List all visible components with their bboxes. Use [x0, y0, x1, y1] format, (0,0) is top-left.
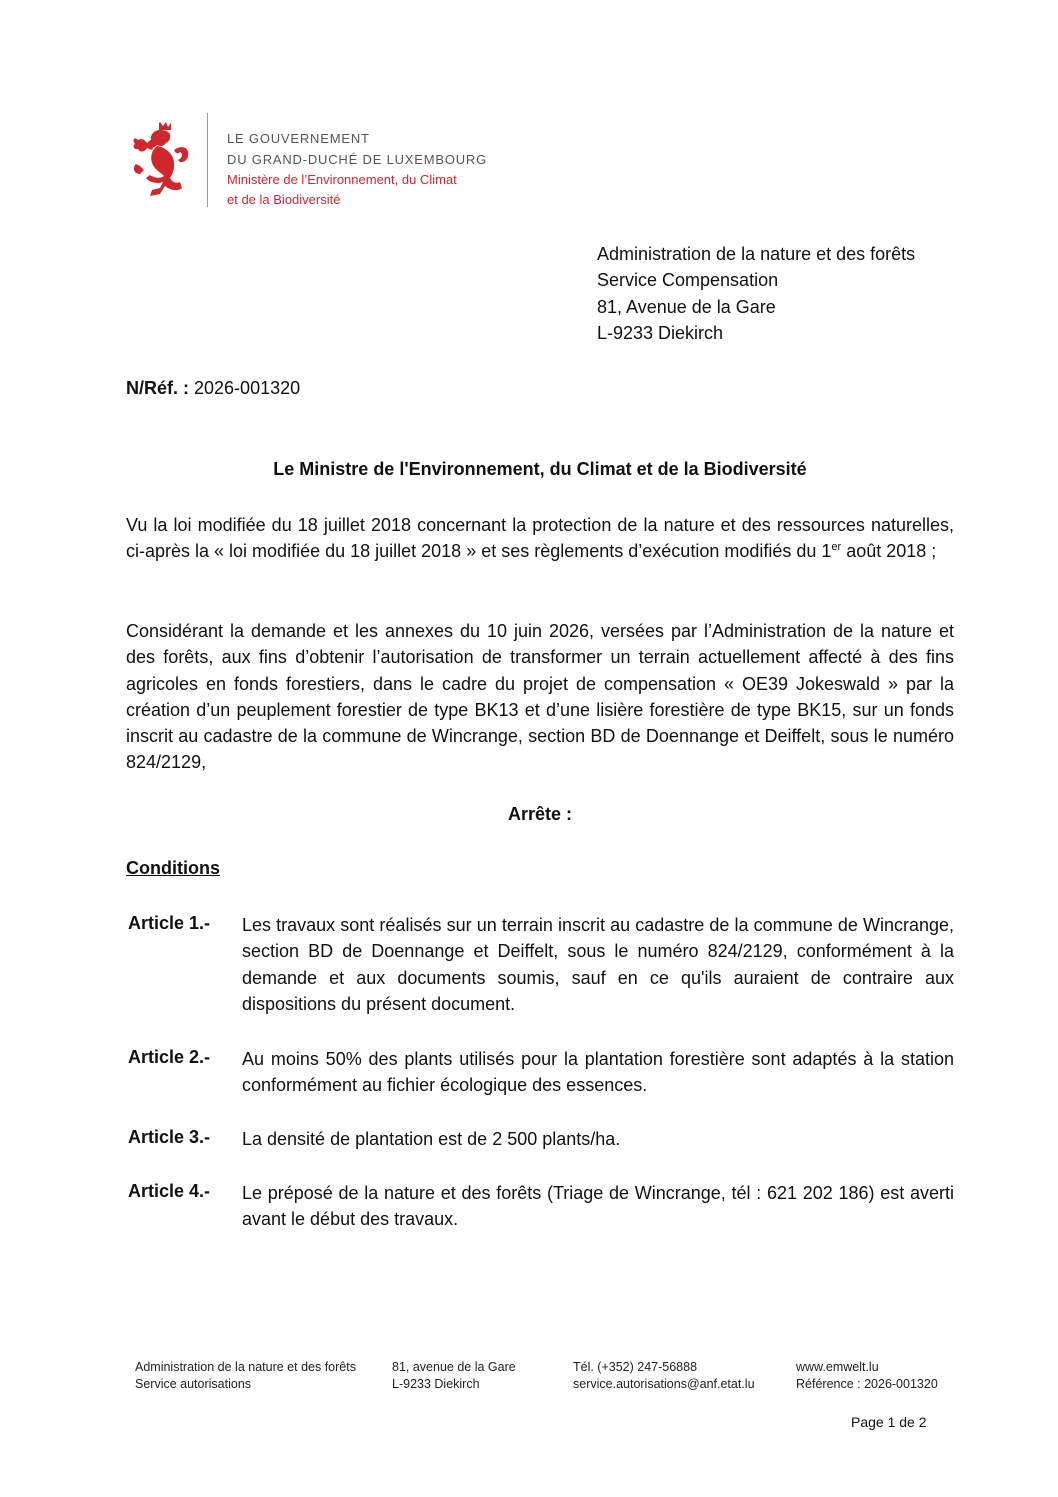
article-3-text: La densité de plantation est de 2 500 plants/ha.	[242, 1129, 621, 1149]
article-4-label: Article 4.-	[128, 1181, 211, 1201]
footer-address	[392, 1359, 516, 1393]
footer-website-link[interactable]: www.emwelt.lu	[796, 1360, 879, 1374]
article-4-text: Le préposé de la nature et des forêts (Triage de Wincrange, tél : 621 202 186) est averti avant le début des travaux.	[242, 1183, 954, 1230]
footer-admin-line1: Administration de la nature et des forêts	[135, 1360, 356, 1374]
considerant-paragraph: Considérant la demande et les annexes du 10 juin 2026, versées par l’Administration de la nature et des forêts, aux fins d’obtenir l’autorisation de transformer un terrain actuellement affecté à des fins agricoles en fonds forestiers, dans le cadre du projet de compensation « OE39 Jokeswald » par la création d’un peuplement forestier de type BK13 et d’une lisière forestière de type BK15, sur un fonds inscrit au cadastre de la commune de Wincrange, section BD de Doennange et Deiffelt, sous le numéro 824/2129,	[126, 621, 954, 773]
article-3-label: Article 3.-	[128, 1127, 211, 1147]
conditions-heading: Conditions	[126, 858, 220, 878]
ministry-name-line2: et de la Biodiversité	[227, 192, 341, 207]
footer-email[interactable]: service.autorisations@anf.etat.lu	[573, 1377, 755, 1391]
footer-admin-line2: Service autorisations	[135, 1377, 252, 1391]
article-2-label: Article 2.-	[128, 1047, 211, 1067]
reference-value: 2026-001320	[194, 378, 301, 398]
footer-address-line1: 81, avenue de la Gare	[392, 1360, 516, 1374]
recipient-line3: 81, Avenue de la Gare	[597, 297, 776, 317]
footer-admin	[135, 1359, 356, 1393]
page-number: Page 1 de 2	[851, 1414, 927, 1430]
logo-divider	[207, 113, 208, 207]
vu-text-end: août 2018 ;	[841, 541, 937, 562]
reference-label: N/Réf. :	[126, 378, 189, 398]
vu-text: Vu la loi modifiée du 18 juillet 2018 concernant la protection de la nature et des ressources naturelles, ci-après la « loi modifiée du 18 juillet 2018 » et ses règlements d’exécution modifiés du 1	[126, 515, 954, 562]
arrete-heading: Arrête :	[507, 804, 573, 824]
vu-paragraph	[126, 512, 954, 565]
recipient-line4: L-9233 Diekirch	[597, 323, 724, 343]
ministry-name-line1: Ministère de l’Environnement, du Climat	[227, 172, 457, 187]
reference	[126, 378, 300, 399]
government-name-line1: LE GOUVERNEMENT	[227, 131, 370, 146]
document-title: Le Ministre de l'Environnement, du Climat et de la Biodiversité	[273, 459, 807, 479]
government-name-line2: DU GRAND-DUCHÉ DE LUXEMBOURG	[227, 152, 488, 167]
article-1-label: Article 1.-	[128, 913, 211, 933]
article-1-text: Les travaux sont réalisés sur un terrain inscrit au cadastre de la commune de Wincrange, section BD de Doennange et Deiffelt, sous le numéro 824/2129, conformément à la demande et aux documents soumis, sauf en ce qu'ils auraient de contraire aux dispositions du présent document.	[242, 915, 954, 1014]
footer-address-line2: L-9233 Diekirch	[392, 1377, 480, 1391]
recipient-line1: Administration de la nature et des forêts	[597, 244, 916, 264]
footer-reference: Référence : 2026-001320	[796, 1377, 938, 1391]
footer-phone: Tél. (+352) 247-56888	[573, 1360, 698, 1374]
footer-contact	[573, 1359, 755, 1393]
red-lion-icon	[130, 120, 192, 198]
recipient-line2: Service Compensation	[597, 270, 779, 290]
vu-superscript: er	[831, 541, 842, 554]
footer-web	[796, 1359, 938, 1393]
article-2-text: Au moins 50% des plants utilisés pour la plantation forestière sont adaptés à la station conformément au fichier écologique des essences.	[242, 1049, 954, 1096]
